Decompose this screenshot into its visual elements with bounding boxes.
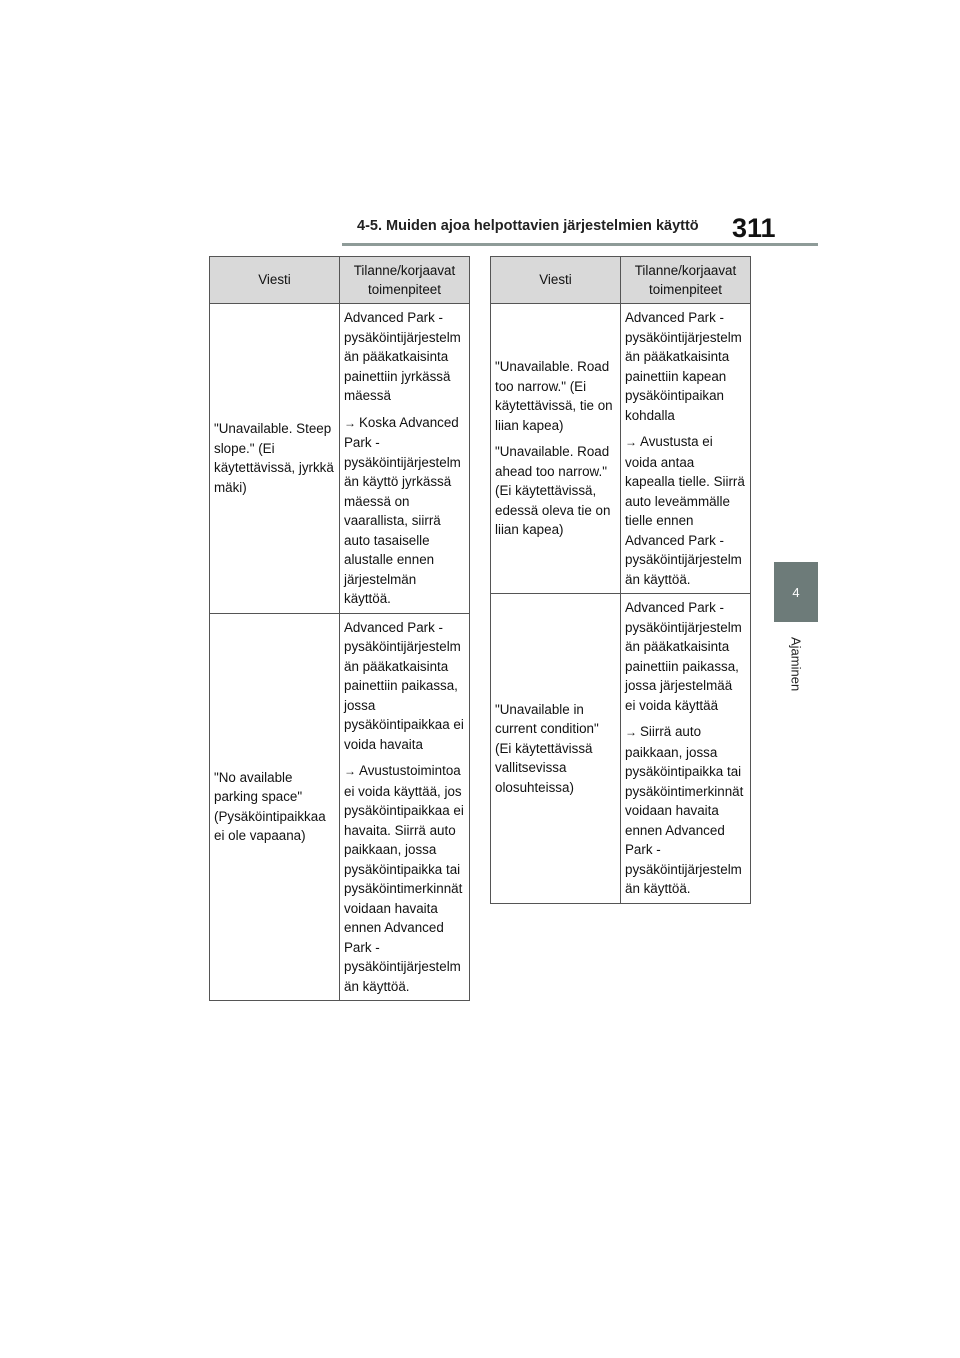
table-header-row [210, 257, 470, 304]
situation-cell [621, 304, 751, 594]
message-text: "Unavailable in current condition" (Ei käytettävissä vallitsevissa olosuhteissa) [495, 701, 599, 795]
message-table-left [209, 256, 470, 1001]
message-table-right [490, 256, 751, 904]
chapter-tab [774, 624, 818, 704]
message-cell [210, 613, 340, 1001]
section-title: 4-5. Muiden ajoa helpottavien järjestelmien käyttö [357, 218, 699, 234]
header-message: Viesti [491, 257, 621, 304]
message-cell [491, 594, 621, 904]
action-text: Avustustoimintoa ei voida käyttää, jos pysäköintipaikkaa ei havaita. Siirrä auto paikkaan, jossa pysäköintipaikka tai pysäköintimerkinnät voidaan havaita ennen Advanced Park -pysäköintijärjestelmän käyttöä. [344, 763, 464, 994]
situation-text: Advanced Park -pysäköintijärjestelmän pääkatkaisinta painettiin paikassa, jossa pysäköintipaikkaa ei voida havaita [344, 619, 464, 752]
table-row [491, 304, 751, 594]
message-text: "Unavailable. Road ahead too narrow." (Ei käytettävissä, edessä oleva tie on liian kapea) [495, 444, 611, 538]
table-row [210, 613, 470, 1001]
situation-text: Advanced Park -pysäköintijärjestelmän pääkatkaisinta painettiin paikassa, jossa järjestelmää ei voida käyttää [625, 600, 742, 713]
situation-text: Advanced Park -pysäköintijärjestelmän pääkatkaisinta painettiin kapean pysäköintipaikan kohdalla [625, 310, 742, 423]
action-item [344, 761, 465, 996]
action-text: Avustusta ei voida antaa kapealla tielle. Siirrä auto leveämmälle tielle ennen Advanced Park -pysäköintijärjestelmän käyttöä. [625, 434, 745, 587]
header-divider [342, 243, 818, 246]
situation-text: Advanced Park -pysäköintijärjestelmän pääkatkaisinta painettiin jyrkässä mäessä [344, 310, 461, 403]
right-arrow-icon: → [625, 725, 637, 739]
right-arrow-icon: → [344, 764, 356, 778]
situation-cell [340, 613, 470, 1001]
chapter-tab-label: Ajaminen [788, 636, 804, 692]
header-situation: Tilanne/korjaavat toimenpiteet [621, 257, 751, 304]
table-row [210, 304, 470, 614]
right-arrow-icon: → [625, 435, 637, 449]
page-number: 311 [732, 213, 776, 243]
message-cell [210, 304, 340, 614]
message-text: "Unavailable. Steep slope." (Ei käytettävissä, jyrkkä mäki) [214, 421, 334, 495]
message-text: "No available parking space" (Pysäköintipaikkaa ei ole vapaana) [214, 769, 326, 844]
action-text: Siirrä auto paikkaan, jossa pysäköintipaikka tai pysäköintimerkinnät voidaan havaita ennen Advanced Park -pysäköintijärjestelmän käyttöä. [625, 724, 744, 896]
chapter-tab-number: 4 [774, 562, 818, 622]
action-text: Koska Advanced Park -pysäköintijärjestelmän käyttö jyrkässä mäessä on vaarallista, siirrä auto tasaiselle alustalle ennen järjestelmän käyttöä. [344, 414, 461, 606]
table-header-row [491, 257, 751, 304]
message-cell [491, 304, 621, 594]
header-message: Viesti [210, 257, 340, 304]
right-arrow-icon: → [344, 415, 356, 430]
header-situation: Tilanne/korjaavat toimenpiteet [340, 257, 470, 304]
action-item [625, 722, 746, 899]
situation-cell [621, 594, 751, 904]
table-row [491, 594, 751, 904]
situation-cell [340, 304, 470, 614]
message-text: "Unavailable. Road too narrow." (Ei käytettävissä, tie on liian kapea) [495, 359, 613, 433]
action-item [344, 413, 465, 609]
action-item [625, 432, 746, 589]
